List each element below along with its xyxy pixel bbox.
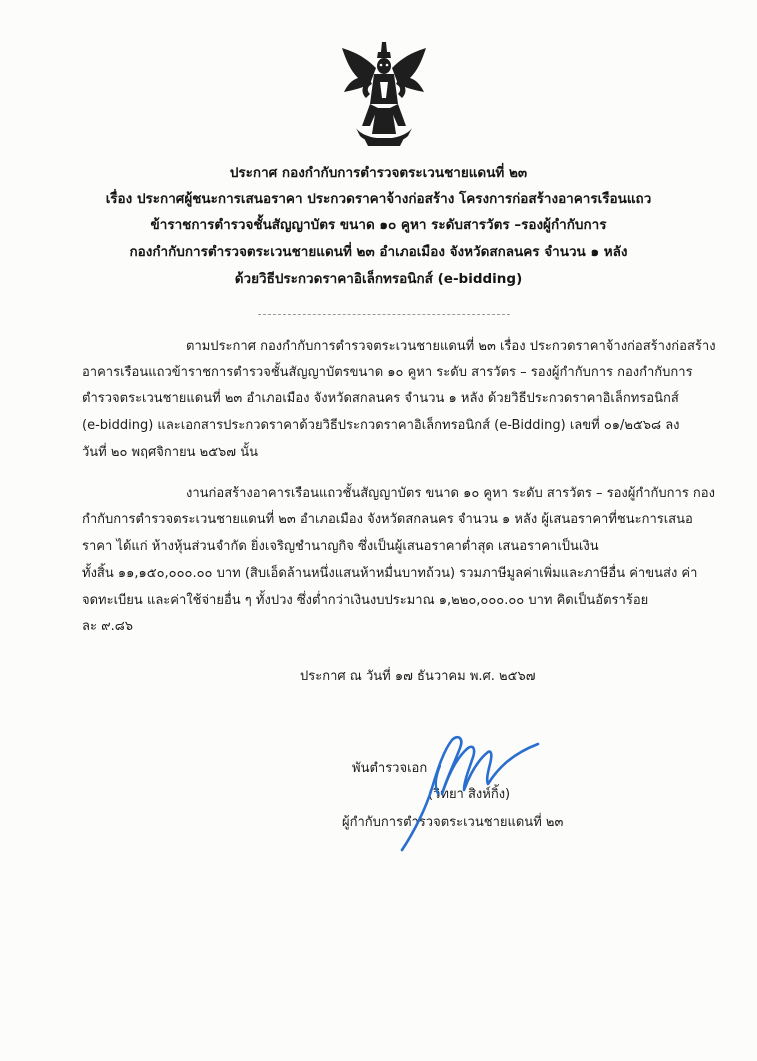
- announcement-date: ประกาศ ณ วันที่ ๑๗ ธันวาคม พ.ศ. ๒๕๖๗: [300, 669, 536, 684]
- title-line-2: เรื่อง ประกาศผู้ชนะการเสนอราคา ประกวดราคาจ้างก่อสร้าง โครงการก่อสร้างอาคารเรือนแถว: [105, 191, 652, 207]
- paragraph1-line-1: ตามประกาศ กองกำกับการตำรวจตระเวนชายแดนที่ ๒๓ เรื่อง ประกวดราคาจ้างก่อสร้างก่อสร้าง: [186, 339, 716, 354]
- paragraph1-line-4: (e-bidding) และเอกสารประกวดราคาด้วยวิธีประกวดราคาอิเล็กทรอนิกส์ (e-Bidding) เลขที่ ๐๑/๒๕๖๘ ลง: [82, 418, 680, 433]
- handwritten-signature: [388, 724, 548, 854]
- signer-position: ผู้กำกับการตำรวจตระเวนชายแดนที่ ๒๓: [342, 815, 564, 830]
- signer-name: (วิทยา สิงห์กิ้ง): [428, 787, 511, 802]
- title-line-1: ประกาศ กองกำกับการตำรวจตระเวนชายแดนที่ ๒๓: [229, 165, 528, 181]
- paragraph2-line-5: จดทะเบียน และค่าใช้จ่ายอื่น ๆ ทั้งปวง ซึ่งต่ำกว่าเงินงบประมาณ ๑,๒๒๐,๐๐๐.๐๐ บาท คิดเป็นอัตราร้อย: [82, 593, 649, 608]
- title-line-4: กองกำกับการตำรวจตระเวนชายแดนที่ ๒๓ อำเภอเมือง จังหวัดสกลนคร จำนวน ๑ หลัง: [129, 244, 628, 260]
- paragraph2-line-4: ทั้งสิ้น ๑๑,๑๕๐,๐๐๐.๐๐ บาท (สิบเอ็ดล้านหนึ่งแสนห้าหมื่นบาทถ้วน) รวมภาษีมูลค่าเพิ่มและภาษีอื่น ค่าขนส่ง ค่า: [82, 566, 698, 581]
- title-line-5: ด้วยวิธีประกวดราคาอิเล็กทรอนิกส์ (e-bidding): [234, 271, 523, 287]
- paragraph2-line-2: กำกับการตำรวจตระเวนชายแดนที่ ๒๓ อำเภอเมือง จังหวัดสกลนคร จำนวน ๑ หลัง ผู้เสนอราคาที่ชนะการเสนอ: [82, 512, 693, 527]
- title-line-3: ข้าราชการตำรวจชั้นสัญญาบัตร ขนาด ๑๐ คูหา ระดับสารวัตร –รองผู้กำกับการ: [150, 217, 607, 233]
- paragraph2-line-6: ละ ๙.๘๖: [82, 619, 134, 634]
- title-divider: [258, 314, 510, 315]
- garuda-emblem-icon: [336, 38, 432, 148]
- signer-rank: พันตำรวจเอก: [352, 761, 428, 776]
- paragraph1-line-2: อาคารเรือนแถวข้าราชการตำรวจชั้นสัญญาบัตรขนาด ๑๐ คูหา ระดับ สารวัตร – รองผู้กำกับการ กองกำกับการ: [82, 365, 693, 380]
- paragraph1-line-5: วันที่ ๒๐ พฤศจิกายน ๒๕๖๗ นั้น: [82, 445, 258, 460]
- paragraph1-line-3: ตำรวจตระเวนชายแดนที่ ๒๓ อำเภอเมือง จังหวัดสกลนคร จำนวน ๑ หลัง ด้วยวิธีประกวดราคาอิเล็กทรอนิกส์: [82, 391, 679, 406]
- paragraph2-line-1: งานก่อสร้างอาคารเรือนแถวชั้นสัญญาบัตร ขนาด ๑๐ คูหา ระดับ สารวัตร – รองผู้กำกับการ กอง: [186, 486, 715, 501]
- paragraph2-line-3: ราคา ได้แก่ ห้างหุ้นส่วนจำกัด ยิ่งเจริญชำนาญกิจ ซึ่งเป็นผู้เสนอราคาต่ำสุด เสนอราคาเป็นเงิน: [82, 539, 599, 554]
